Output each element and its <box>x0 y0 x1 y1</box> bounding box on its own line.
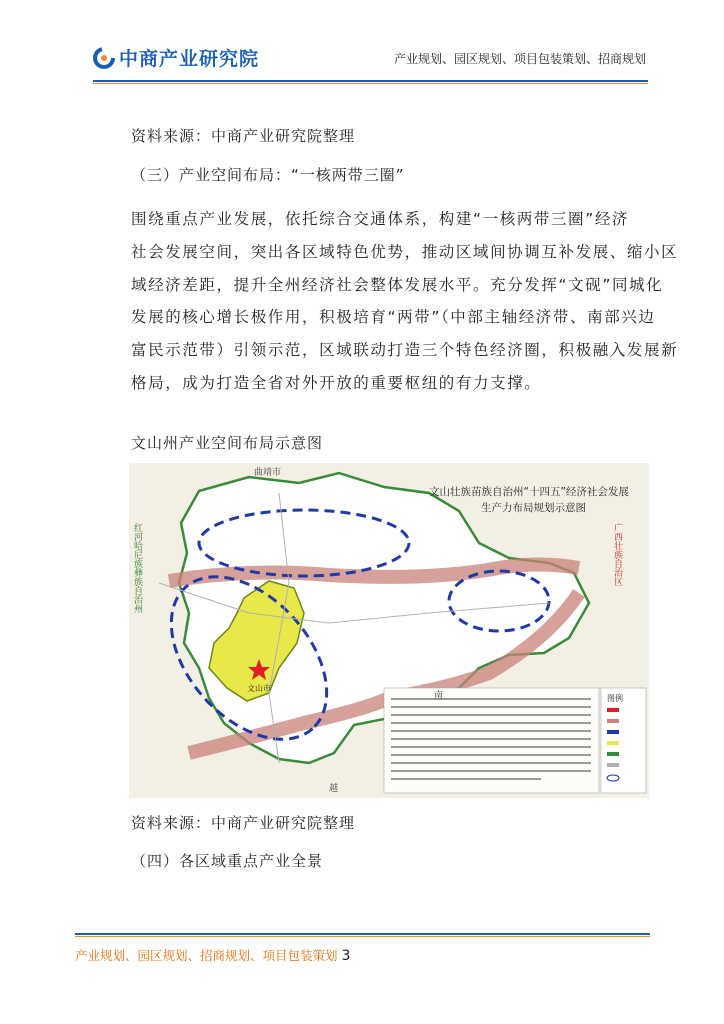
section-4-heading: （四）各区域重点产业全景 <box>131 852 324 870</box>
footer-services: 产业规划、园区规划、招商规划、项目包装策划 <box>75 948 338 963</box>
page-footer <box>75 946 350 964</box>
legend-panel <box>601 688 646 793</box>
label-north: 曲靖市 <box>254 468 282 478</box>
paragraph-line: 围绕重点产业发展，依托综合交通体系，构建“一核两带三圈”经济 <box>131 210 630 228</box>
header-divider <box>93 80 648 82</box>
legend-title: 图例 <box>607 694 623 703</box>
paragraph-line: 域经济差距，提升全州经济社会整体发展水平。充分发挥“文砚”同城化 <box>131 275 664 294</box>
label-west: 红河哈尼族彝族自治州 <box>132 523 142 613</box>
paragraph-line: 社会发展空间，突出各区域特色优势，推动区域间协调互补发展、缩小区 <box>131 242 679 261</box>
map-notes-panel <box>384 688 599 793</box>
planning-map <box>129 463 649 798</box>
logo-text: 中商产业研究院 <box>119 48 260 70</box>
source-note-1: 资料来源：中商产业研究院整理 <box>131 127 356 145</box>
section-3-heading: （三）产业空间布局：“一核两带三圈” <box>131 166 405 184</box>
figure-caption: 文山州产业空间布局示意图 <box>131 434 324 452</box>
company-logo <box>93 44 259 71</box>
header-services: 产业规划、园区规划、项目包装策划、招商规划 <box>393 52 646 66</box>
footer-divider-accent <box>75 936 650 937</box>
page-number: 3 <box>341 948 351 964</box>
source-note-2: 资料来源：中商产业研究院整理 <box>131 814 356 832</box>
paragraph-line: 格局，成为打造全省对外开放的重要枢纽的有力支撑。 <box>131 373 542 392</box>
logo-icon <box>93 47 115 69</box>
map-title-line1: 文山壮族苗族自治州“十四五”经济社会发展 <box>429 486 629 498</box>
paragraph-line: 富民示范带）引领示范，区域联动打造三个特色经济圈，积极融入发展新 <box>131 341 679 360</box>
map-title-line2: 生产力布局规划示意图 <box>481 502 586 514</box>
map-graphic <box>129 463 649 798</box>
header-divider-accent <box>93 83 648 84</box>
label-center: 文山市 <box>247 684 271 693</box>
body-paragraph <box>131 203 679 400</box>
page-header <box>0 0 724 90</box>
label-south2: 南 <box>434 691 444 701</box>
label-south: 越 <box>329 784 339 794</box>
footer-divider <box>75 933 650 935</box>
paragraph-line: 发展的核心增长极作用，积极培育“两带”（中部主轴经济带、南部兴边 <box>131 308 656 327</box>
label-east: 广西壮族自治区 <box>612 523 622 586</box>
